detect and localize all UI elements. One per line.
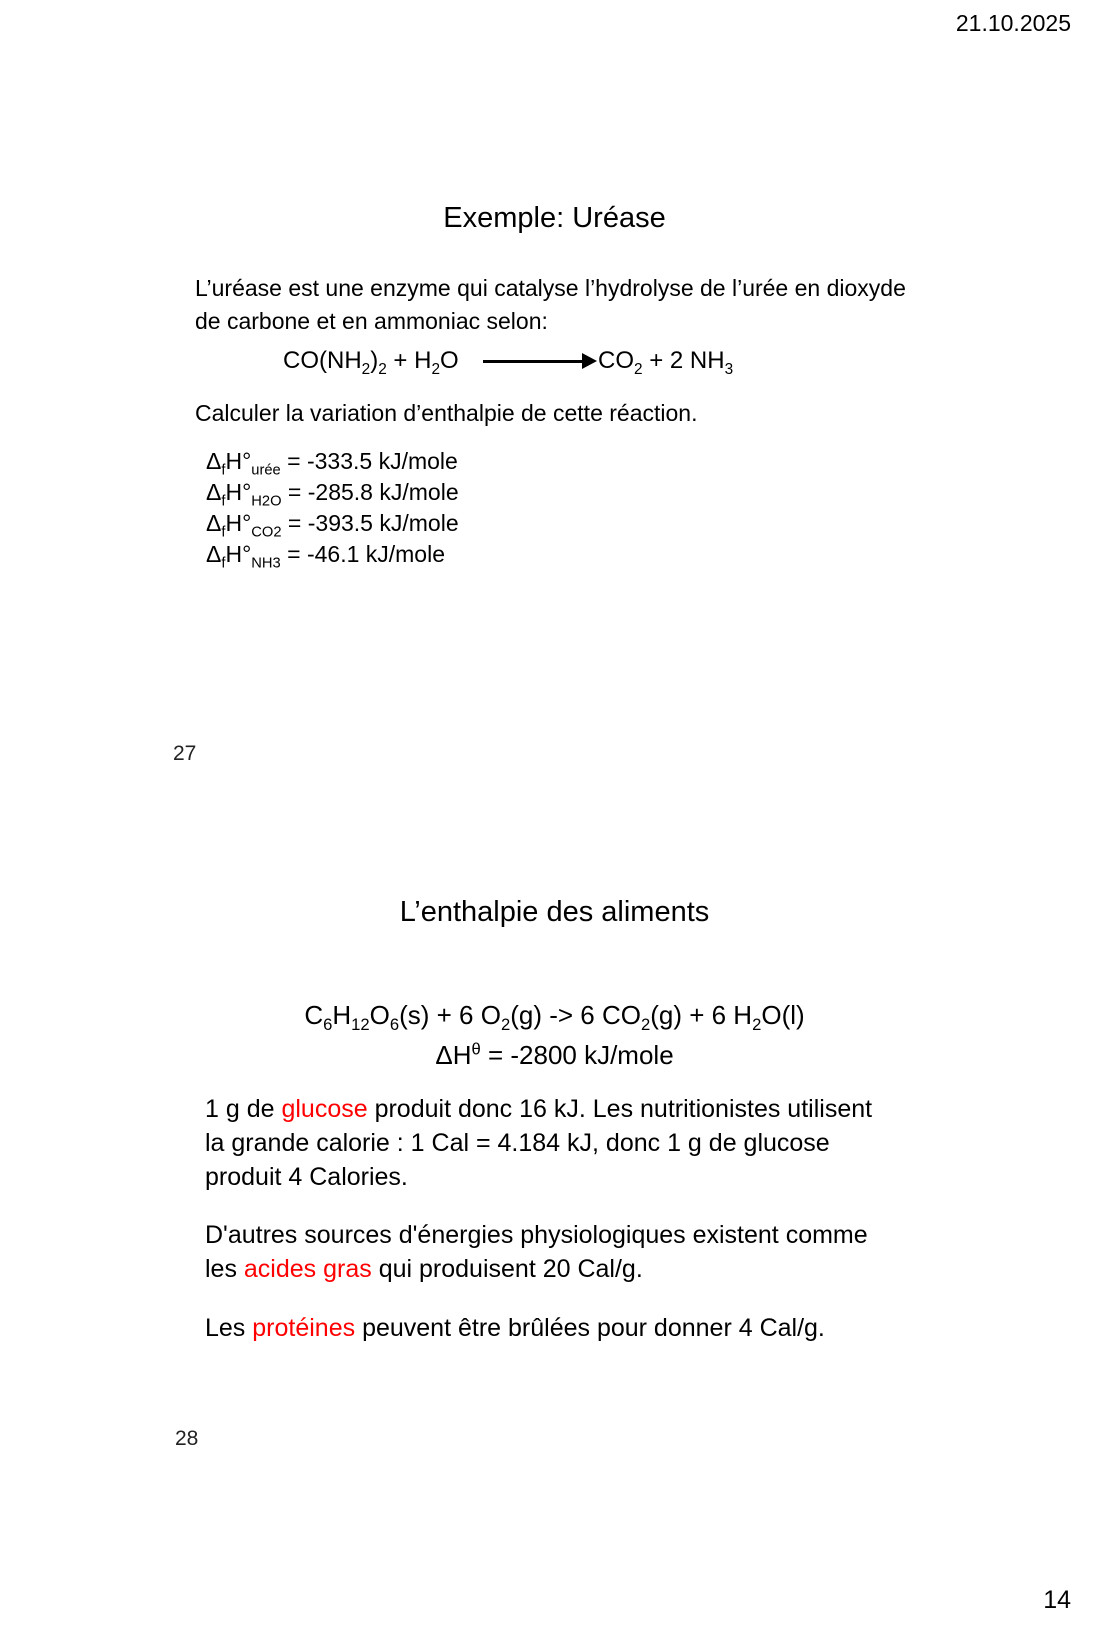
enthalpy-line-nh3: $\Delta_fH^\circ_{NH3} = -46.1$ kJ/mole <box>206 541 446 572</box>
slide2-number: 28 <box>175 1427 199 1450</box>
slide2-paragraph-acides-gras <box>205 1218 868 1286</box>
enthalpy-change-value: $\Delta H^\theta = -2800$ kJ/mole <box>435 1039 674 1070</box>
paragraph-line: les acides gras qui produisent 20 Cal/g. <box>205 1255 643 1283</box>
slide2-title: L’enthalpie des aliments <box>399 896 710 928</box>
slide1-task-text: Calculer la variation d’enthalpie de cette réaction. <box>195 400 698 426</box>
enthalpy-line-uree: $\Delta_fH^\circ_{urée} = -333.5$ kJ/mole <box>206 448 458 479</box>
paragraph-line: D'autres sources d'énergies physiologiques existent comme <box>205 1221 868 1249</box>
slide1-title: Exemple: Uréase <box>443 202 666 234</box>
page-number: 14 <box>1043 1586 1071 1614</box>
enthalpy-line-h2o: $\Delta_fH^\circ_{H2O} = -285.8$ kJ/mole <box>206 479 459 510</box>
slide2-paragraph-glucose <box>205 1092 872 1194</box>
slide1-intro <box>195 272 906 338</box>
paragraph-line: la grande calorie : 1 Cal = 4.184 kJ, donc 1 g de glucose <box>205 1129 830 1157</box>
combustion-equation: $C_6H_{12}O_6(s) + 6$ $O_2(g) -> 6$ $CO_2(g) + 6$ $H_2O(l)$ <box>304 1000 805 1035</box>
reaction-arrow-icon <box>483 360 583 363</box>
enthalpy-line-co2: $\Delta_fH^\circ_{CO2} = -393.5$ kJ/mole <box>206 510 459 541</box>
slide1-intro-line1: L’uréase est une enzyme qui catalyse l’hydrolyse de l’urée en dioxyde <box>195 275 906 301</box>
document-date: 21.10.2025 <box>955 10 1071 36</box>
reaction-equation-left: $CO(NH_2)_2 + H_2O$ <box>283 347 459 378</box>
reaction-equation-right: $CO_2 + 2$ $NH_3$ <box>598 347 734 378</box>
paragraph-line: Les protéines peuvent être brûlées pour donner 4 Cal/g. <box>205 1314 825 1342</box>
paragraph-line: produit 4 Calories. <box>205 1163 408 1191</box>
paragraph-line: 1 g de glucose produit donc 16 kJ. Les nutritionistes utilisent <box>205 1095 873 1123</box>
enthalpy-values-list <box>206 446 459 570</box>
slide1-intro-line2: de carbone et en ammoniac selon: <box>195 308 548 334</box>
slide2-paragraph-proteines <box>205 1311 825 1345</box>
slide1-number: 27 <box>173 742 197 765</box>
